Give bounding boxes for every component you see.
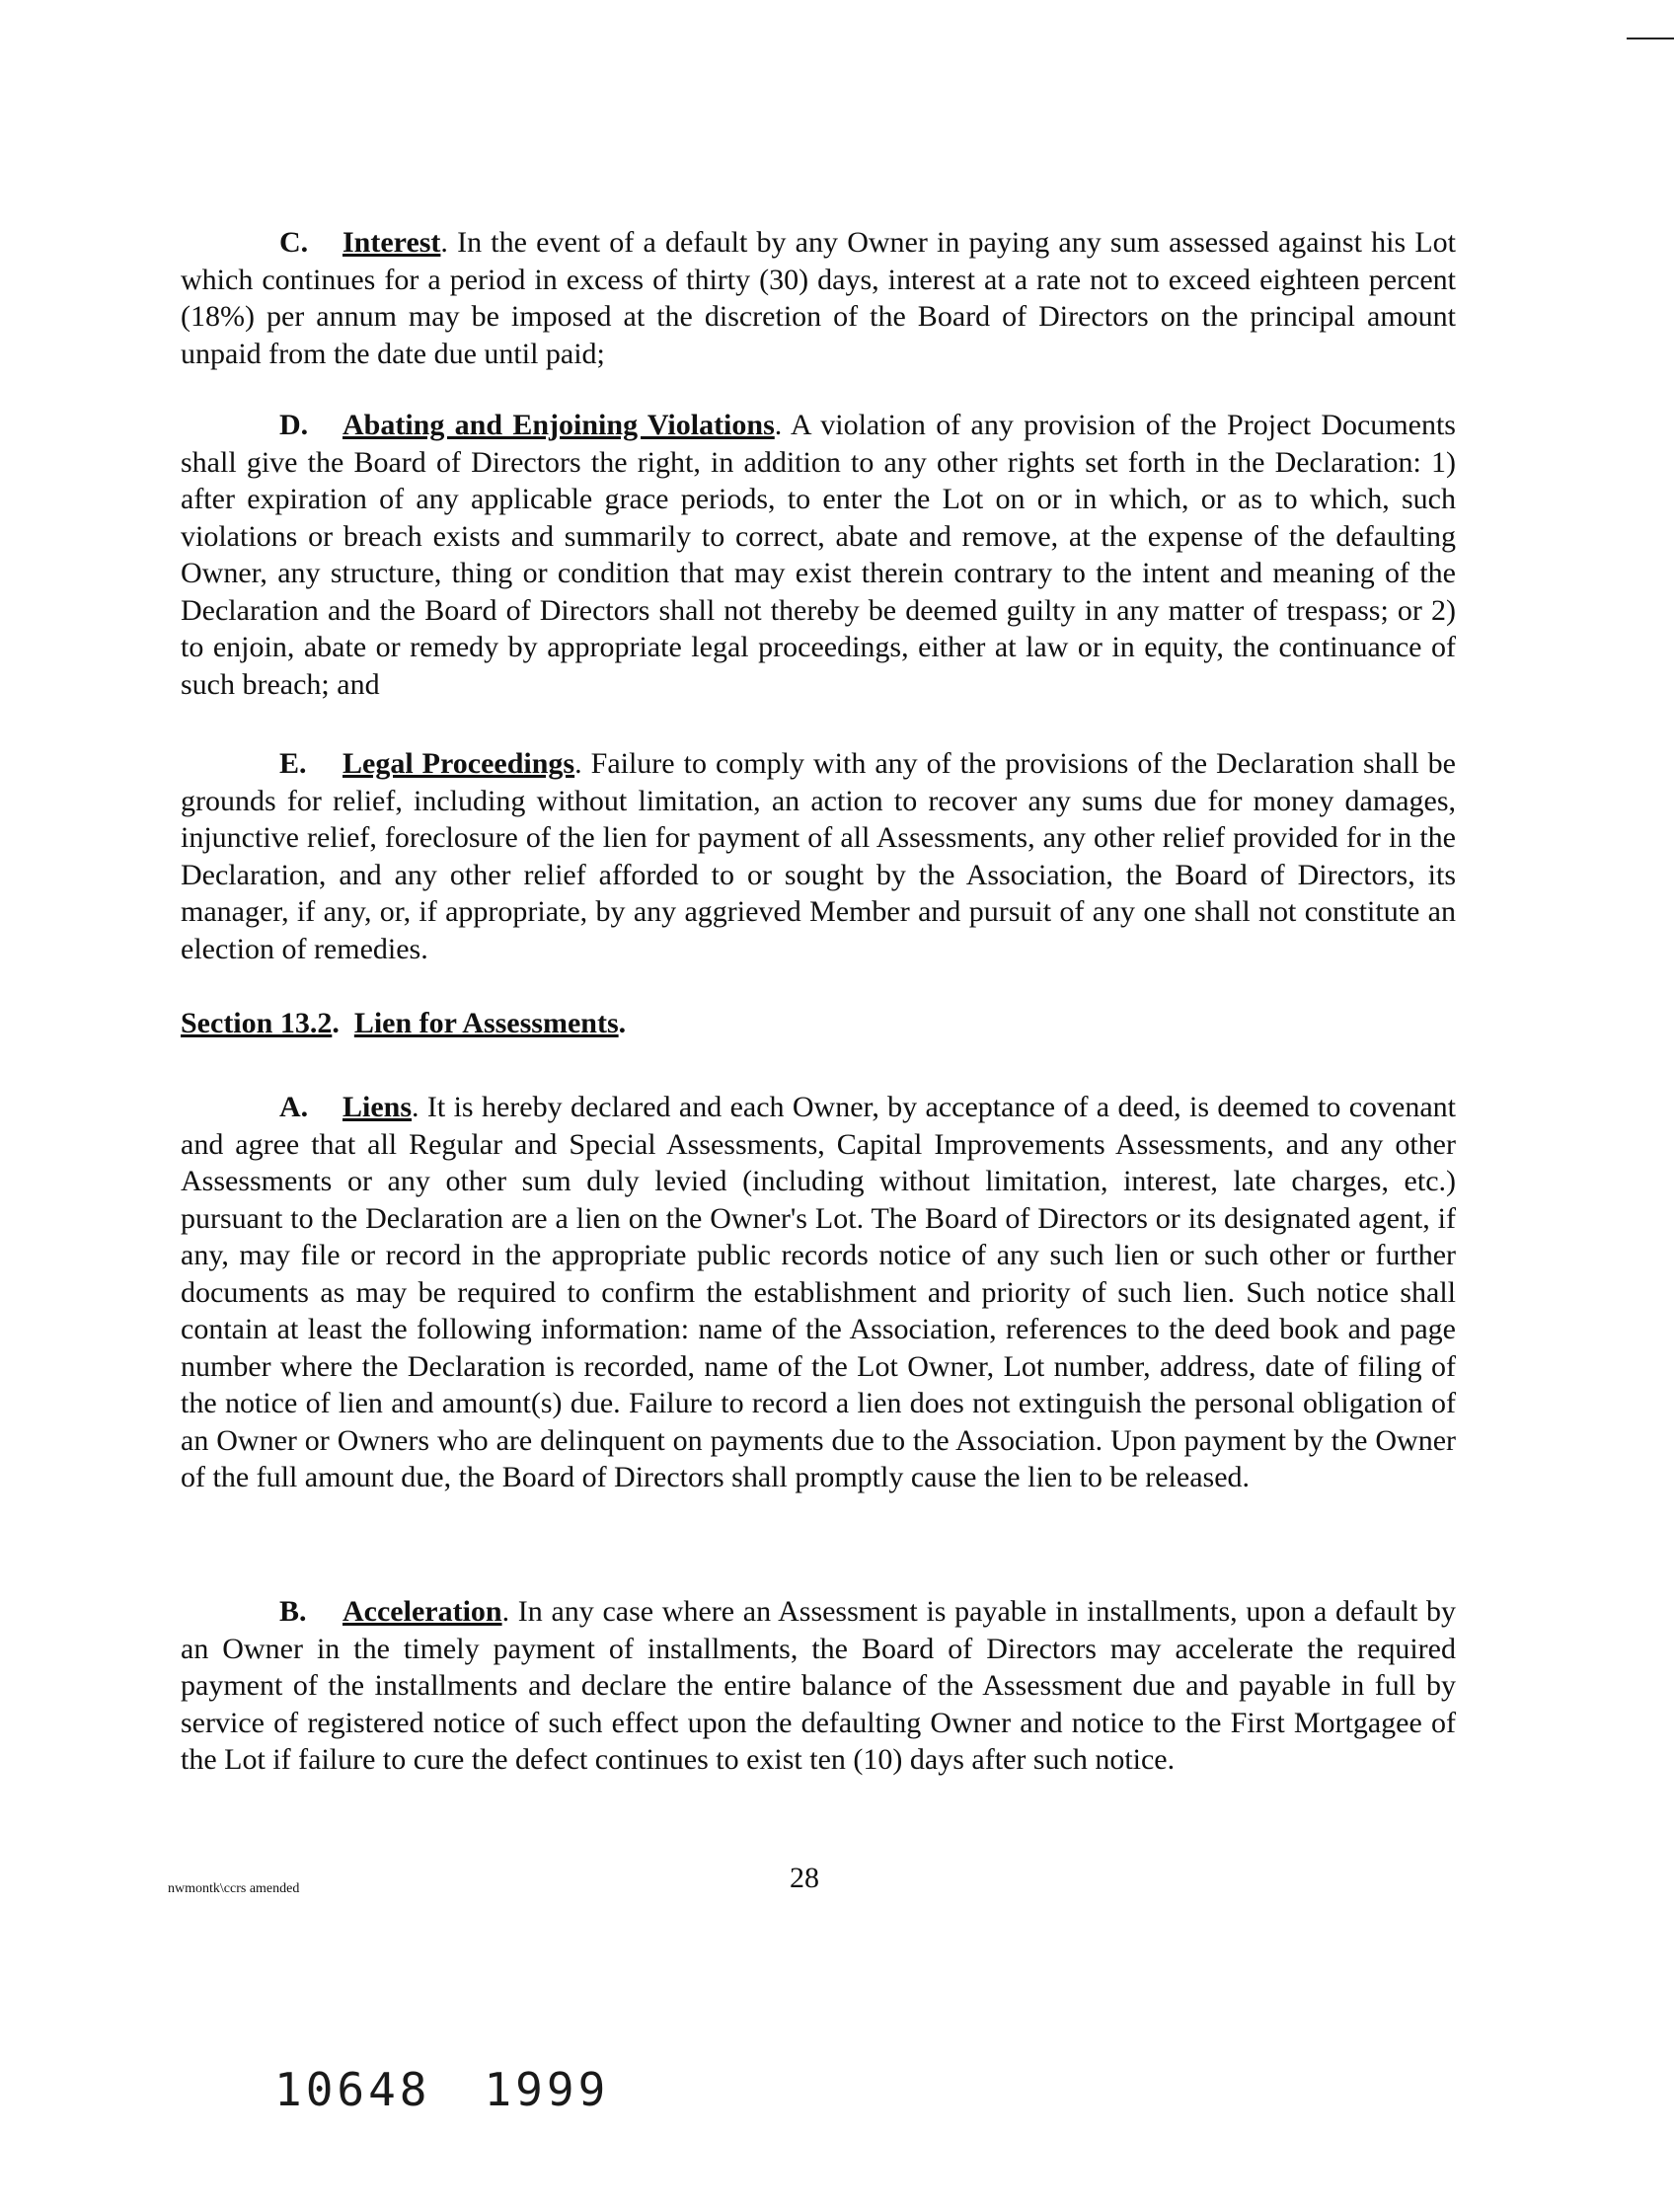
paragraph-b-letter: B.: [279, 1595, 307, 1628]
paragraph-d-title: Abating and Enjoining Violations: [342, 409, 775, 441]
paragraph-b: [181, 1593, 1456, 1779]
paragraph-a-title: Liens: [342, 1091, 413, 1123]
paragraph-c: [181, 224, 1456, 372]
paragraph-e-body: . Failure to comply with any of the provisions of the Declaration shall be grounds for relief, including without limitation, an action to recover any sums due for money damages, injunctive relief, foreclosure of the lien for payment of all Assessments, any other relief provided for in the Declaration, and any other relief afforded to or sought by the Association, the Board of Directors, its manager, if any, or, if appropriate, by any aggrieved Member and pursuit of any one shall not constitute an election of remedies.: [181, 747, 1456, 965]
section-heading: [181, 1007, 626, 1040]
footer-file-path: nwmontk\ccrs amended: [168, 1881, 300, 1896]
paragraph-e-title: Legal Proceedings: [342, 747, 575, 780]
paragraph-a-body: . It is hereby declared and each Owner, by acceptance of a deed, is deemed to covenant and agree that all Regular and Special Assessments, Capital Improvements Assessments, and any other Assessments or any other sum duly levied (including without limitation, interest, late charges, etc.) pursuant to the Declaration are a lien on the Owner's Lot. The Board of Directors or its designated agent, if any, may file or record in the appropriate public records notice of any such lien or such other or further documents as may be required to confirm the establishment and priority of such lien. Such notice shall contain at least the following information: name of the Association, references to the deed book and page number where the Declaration is recorded, name of the Lot Owner, Lot number, address, date of filing of the notice of lien and amount(s) due. Failure to record a lien does not extinguish the personal obligation of an Owner or Owners who are delinquent on payments due to the Association. Upon payment by the Owner of the full amount due, the Board of Directors shall promptly cause the lien to be released.: [181, 1091, 1456, 1493]
stamp-book-number: 10648: [274, 2063, 431, 2116]
paragraph-c-title: Interest: [342, 226, 441, 259]
section-title: Lien for Assessments: [353, 1007, 619, 1039]
paragraph-e-letter: E.: [279, 747, 307, 780]
paragraph-d-body: . A violation of any provision of the Project Documents shall give the Board of Directors the right, in addition to any other rights set forth in the Declaration: 1) after expiration of any applicable grace periods, to enter the Lot on or in which, or as to which, such violations or breach exists and summarily to correct, abate and remove, at the expense of the defaulting Owner, any structure, thing or condition that may exist therein contrary to the intent and meaning of the Declaration and the Board of Directors shall not thereby be deemed guilty in any matter of trespass; or 2) to enjoin, abate or remedy by appropriate legal proceedings, either at law or in equity, the continuance of such breach; and: [181, 409, 1456, 701]
corner-mark: [1627, 38, 1674, 39]
recording-stamp: [274, 2063, 662, 2116]
section-number: Section 13.2: [181, 1007, 333, 1039]
paragraph-b-body: . In any case where an Assessment is payable in installments, upon a default by an Owner in the timely payment of installments, the Board of Directors may accelerate the required payment of the installments and declare the entire balance of the Assessment due and payable in full by service of registered notice of such effect upon the defaulting Owner and notice to the First Mortgagee of the Lot if failure to cure the defect continues to exist ten (10) days after such notice.: [181, 1595, 1456, 1776]
paragraph-a-letter: A.: [279, 1091, 309, 1123]
paragraph-b-title: Acceleration: [342, 1595, 502, 1628]
stamp-page-number: 1999: [484, 2063, 610, 2116]
paragraph-c-letter: C.: [279, 226, 309, 259]
paragraph-e: [181, 745, 1456, 967]
page-number: 28: [790, 1862, 819, 1894]
paragraph-d-letter: D.: [279, 409, 309, 441]
section-end: .: [618, 1007, 627, 1039]
paragraph-d: [181, 407, 1456, 703]
paragraph-a: [181, 1089, 1456, 1496]
section-separator: .: [332, 1007, 340, 1039]
paragraph-c-body: . In the event of a default by any Owner in paying any sum assessed against his Lot which continues for a period in excess of thirty (30) days, interest at a rate not to exceed eighteen percent (18%) per annum may be imposed at the discretion of the Board of Directors on the principal amount unpaid from the date due until paid;: [181, 226, 1456, 370]
